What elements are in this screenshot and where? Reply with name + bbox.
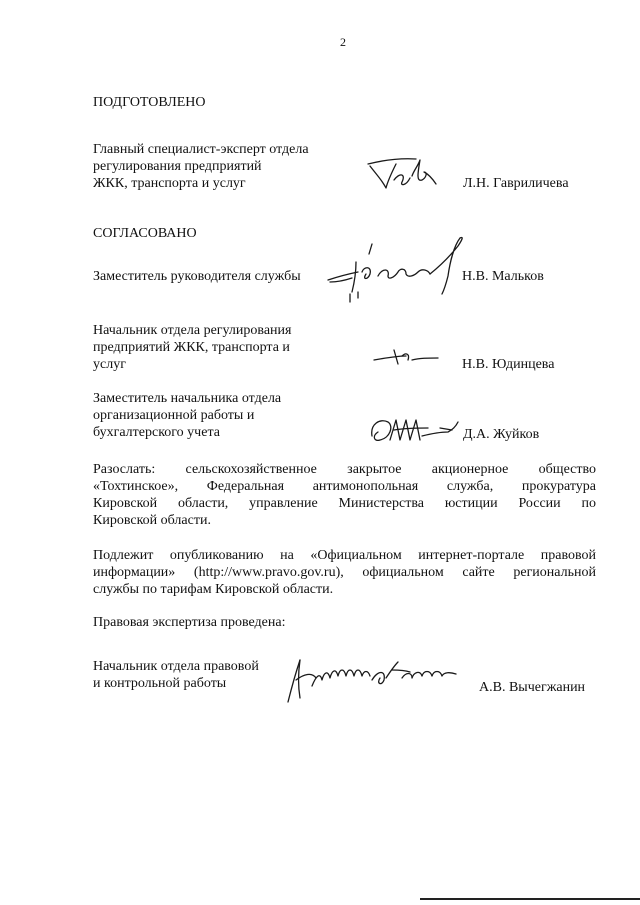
signature-malkov [322, 232, 472, 312]
signer-position: Заместитель руководителя службы [93, 269, 301, 284]
position-line: ЖКК, транспорта и услуг [93, 176, 246, 191]
position-line: Главный специалист-эксперт отдела [93, 142, 309, 157]
position-line: бухгалтерского учета [93, 425, 220, 440]
position-line: Заместитель начальника отдела [93, 391, 282, 406]
signature-zhuykov [366, 410, 462, 450]
prepared-heading: ПОДГОТОВЛЕНО [93, 95, 206, 110]
distribution-paragraph [93, 461, 596, 529]
signature-gavrilicheva [366, 150, 438, 194]
paragraph-line: Разослать: сельскохозяйственное закрытое акционерное общество [93, 462, 596, 477]
paragraph-line: Подлежит опубликованию на «Официальном интернет-портале правовой [93, 548, 596, 563]
signer-position [93, 390, 281, 441]
position-line: услуг [93, 357, 126, 372]
position-line: и контрольной работы [93, 676, 227, 691]
legal-review-statement: Правовая экспертиза проведена: [93, 615, 286, 630]
publication-paragraph [93, 547, 596, 598]
position-line: Начальник отдела регулирования [93, 323, 292, 338]
position-line: регулирования предприятий [93, 159, 262, 174]
legal-review-position [93, 658, 259, 692]
paragraph-line: «Тохтинское», Федеральная антимонопольная служба, прокуратура [93, 479, 596, 494]
agreed-heading: СОГЛАСОВАНО [93, 226, 197, 241]
position-line: Начальник отдела правовой [93, 659, 259, 674]
paragraph-line: службы по тарифам Кировской области. [93, 582, 334, 597]
prepared-name: Л.Н. Гавриличева [463, 176, 569, 191]
paragraph-line: Кировской области, управление Министерства юстиции России по [93, 496, 596, 511]
signer-name: Н.В. Юдинцева [462, 357, 555, 372]
signature-yudintseva [372, 346, 444, 370]
prepared-position [93, 141, 309, 192]
signer-position [93, 322, 291, 373]
page-number: 2 [340, 35, 346, 49]
signer-name: Д.А. Жуйков [463, 427, 540, 442]
position-line: предприятий ЖКК, транспорта и [93, 340, 290, 355]
paragraph-line: Кировской области. [93, 513, 211, 528]
scan-edge-line [420, 898, 640, 900]
position-line: организационной работы и [93, 408, 255, 423]
paragraph-line: информации» (http://www.pravo.gov.ru), официальном сайте региональной [93, 565, 596, 580]
signature-vychegzhanin [282, 656, 472, 706]
legal-review-name: А.В. Вычегжанин [479, 680, 586, 695]
signer-name: Н.В. Мальков [462, 269, 544, 284]
